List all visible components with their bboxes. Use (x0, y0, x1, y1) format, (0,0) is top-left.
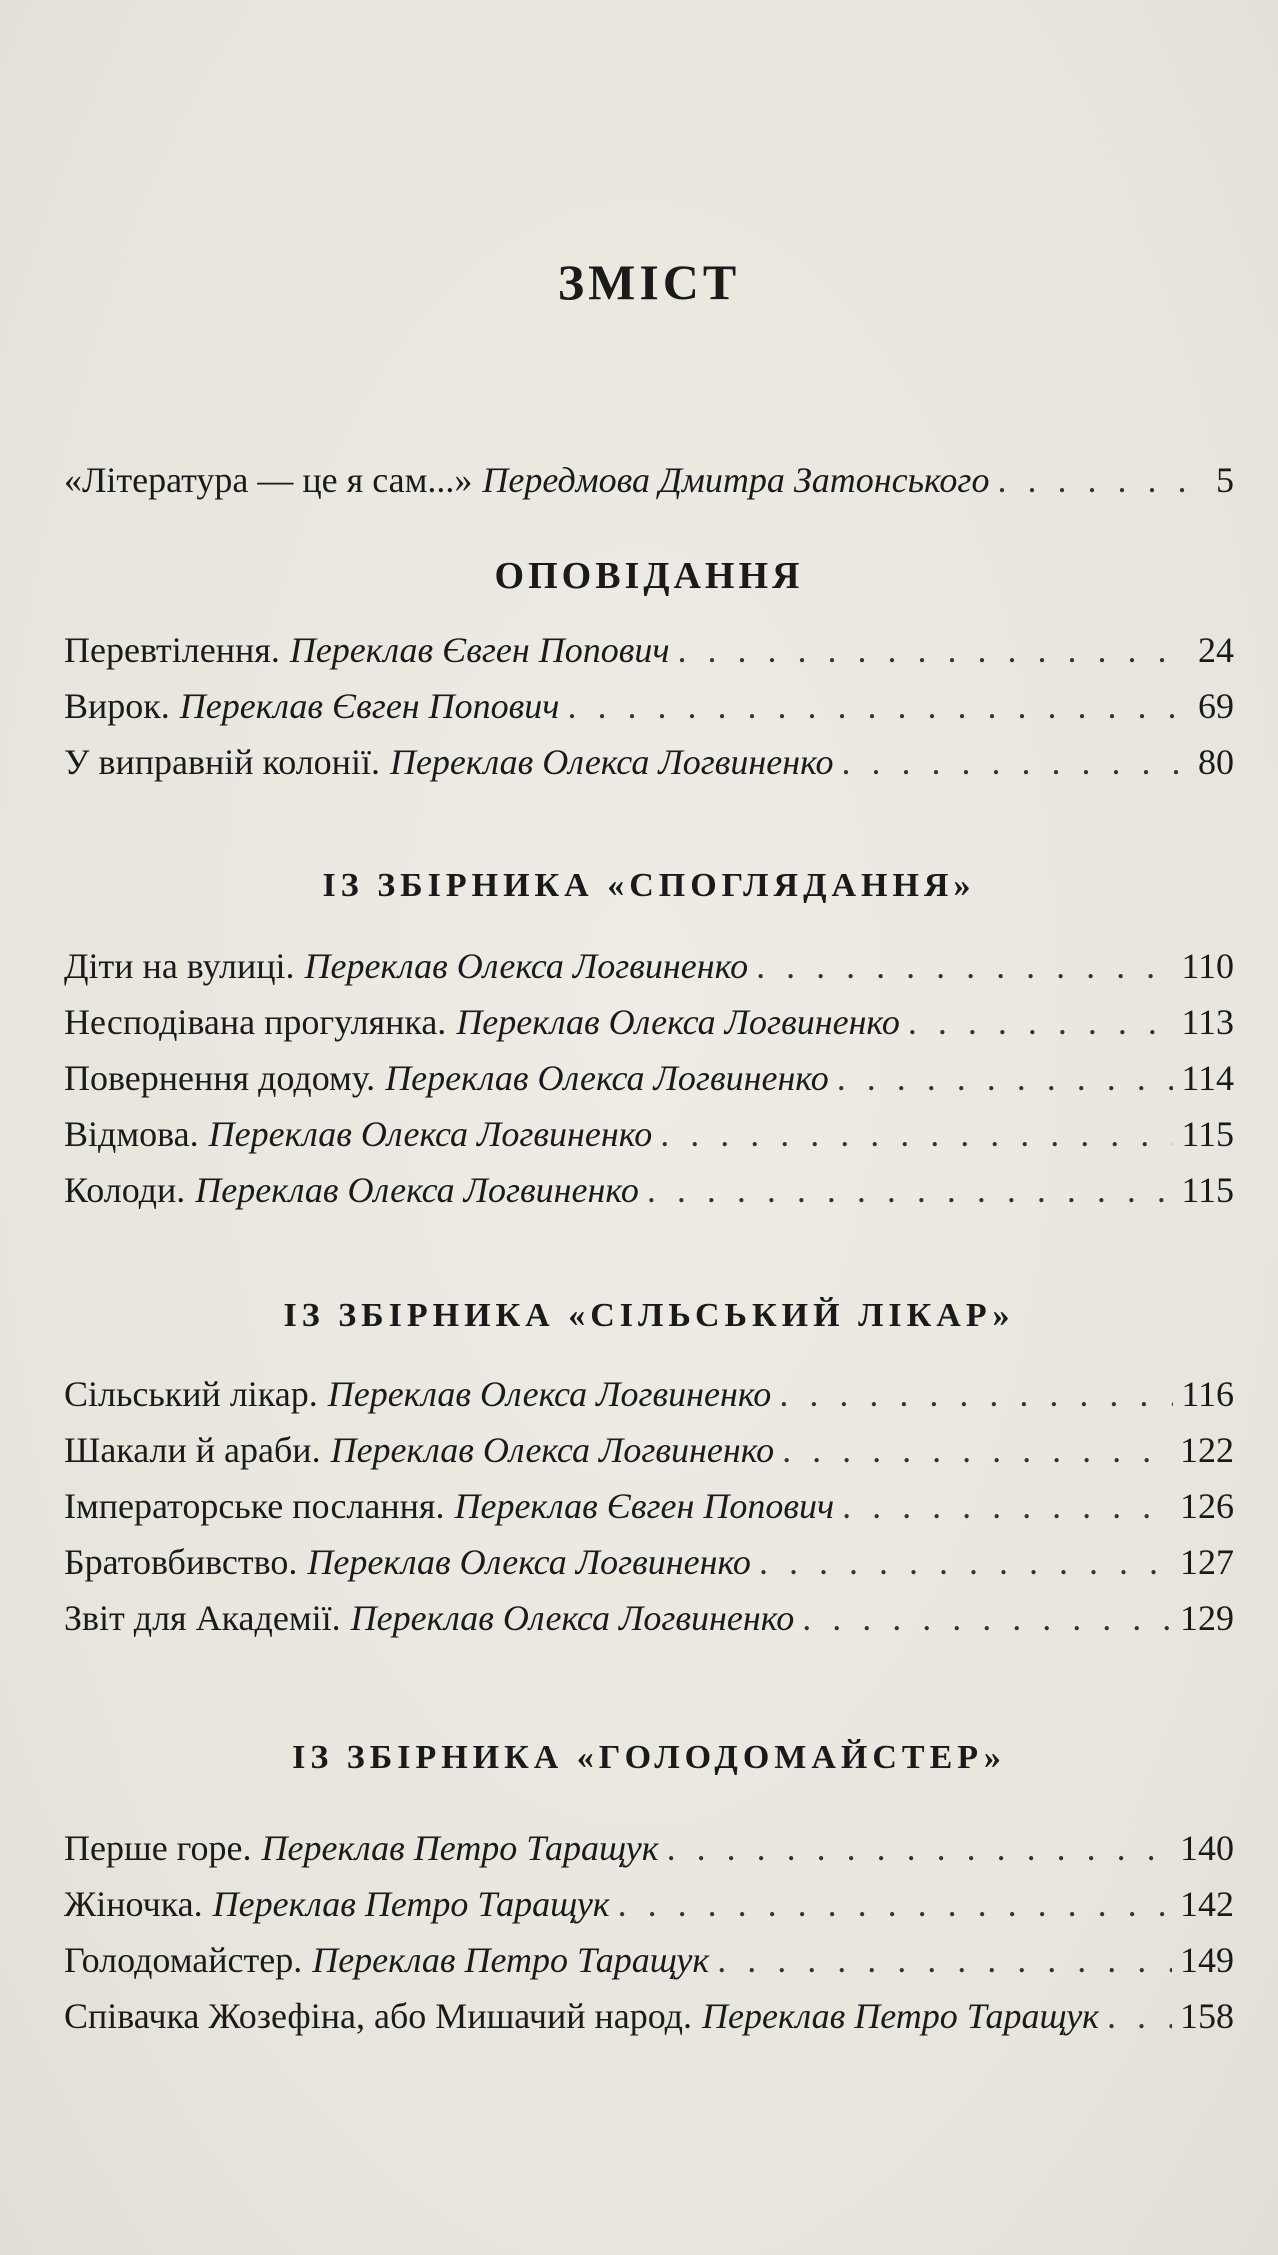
entry-work: Імператорське послання. (64, 1486, 445, 1526)
toc-entry (64, 1932, 1234, 1988)
section-entries (64, 938, 1234, 1218)
leader-dots (842, 734, 1190, 790)
entry-page: 5 (1216, 460, 1234, 500)
toc-entry (64, 1876, 1234, 1932)
toc-entry (64, 1162, 1234, 1218)
entry-page: 142 (1180, 1884, 1234, 1924)
entry-page: 115 (1181, 1114, 1234, 1154)
entry-translator: Переклав Олекса Логвиненко (195, 1170, 639, 1210)
entry-translator: Переклав Петро Таращук (312, 1940, 710, 1980)
toc-entry (64, 1106, 1234, 1162)
toc-entry (64, 1478, 1234, 1534)
toc-entry (64, 622, 1234, 678)
entry-work: Сільський лікар. (64, 1374, 318, 1414)
entry-translator: Переклав Петро Таращук (261, 1828, 659, 1868)
section-title: ІЗ ЗБІРНИКА «СІЛЬСЬКИЙ ЛІКАР» (283, 1297, 1015, 1334)
section-entries (64, 1820, 1234, 2044)
entry-translator: Переклав Євген Попович (289, 630, 670, 670)
entry-work: Повернення додому. (64, 1058, 376, 1098)
leader-dots (756, 938, 1173, 994)
entry-page: 80 (1198, 742, 1234, 782)
entry-page: 110 (1181, 946, 1234, 986)
entry-page: 127 (1180, 1542, 1234, 1582)
leader-dots (759, 1534, 1172, 1590)
entry-work: Голодомайстер. (64, 1940, 303, 1980)
leader-dots (779, 1366, 1173, 1422)
entry-work: Шакали й араби. (64, 1430, 321, 1470)
entry-work: Колоди. (64, 1170, 186, 1210)
toc-entry (64, 1988, 1234, 2044)
leader-dots (678, 622, 1191, 678)
entry-translator: Переклав Олекса Логвиненко (304, 946, 749, 986)
entry-work: Співачка Жозефіна, або Мишачий народ. (64, 1996, 692, 2036)
entry-translator: Переклав Олекса Логвиненко (350, 1598, 795, 1638)
toc-entry (64, 734, 1234, 790)
entry-translator: Переклав Євген Попович (179, 686, 560, 726)
entry-translator: Передмова Дмитра Затонського (482, 460, 990, 500)
leader-dots (802, 1590, 1172, 1646)
entry-page: 113 (1181, 1002, 1234, 1042)
preface-entry (64, 452, 1234, 508)
entry-work: Жіночка. (64, 1884, 203, 1924)
entry-page: 122 (1180, 1430, 1234, 1470)
entry-work: Перевтілення. (64, 630, 280, 670)
entry-work: Відмова. (64, 1114, 199, 1154)
leader-dots (660, 1106, 1173, 1162)
entry-work: «Література — це я сам...» (64, 460, 473, 500)
section-title: ОПОВІДАННЯ (494, 555, 804, 597)
entry-page: 114 (1181, 1058, 1234, 1098)
entry-page: 69 (1198, 686, 1234, 726)
entry-translator: Переклав Олекса Логвиненко (208, 1114, 653, 1154)
leader-dots (567, 678, 1190, 734)
entry-translator: Переклав Олекса Логвиненко (327, 1374, 772, 1414)
section-title: ІЗ ЗБІРНИКА «ГОЛОДОМАЙСТЕР» (292, 1739, 1006, 1776)
leader-dots (837, 1050, 1174, 1106)
entry-translator: Переклав Олекса Логвиненко (389, 742, 834, 782)
section-entries (64, 622, 1234, 790)
leader-dots (782, 1422, 1172, 1478)
toc-entry (64, 1050, 1234, 1106)
leader-dots (908, 994, 1173, 1050)
entry-page: 149 (1180, 1940, 1234, 1980)
page-title: ЗМІСТ (557, 254, 741, 310)
entry-work: Звіт для Академії. (64, 1598, 341, 1638)
entry-translator: Переклав Олекса Логвиненко (456, 1002, 900, 1042)
entry-work: Братовбивство. (64, 1542, 298, 1582)
entry-work: Вирок. (64, 686, 170, 726)
entry-work: Перше горе. (64, 1828, 252, 1868)
entry-page: 116 (1181, 1374, 1234, 1414)
entry-translator: Переклав Олекса Логвиненко (385, 1058, 829, 1098)
toc-entry (64, 994, 1234, 1050)
leader-dots (647, 1162, 1173, 1218)
entry-work: Несподівана прогулянка. (64, 1002, 447, 1042)
entry-translator: Переклав Петро Таращук (212, 1884, 610, 1924)
leader-dots (842, 1478, 1172, 1534)
leader-dots (717, 1932, 1172, 1988)
entry-work: У виправній колонії. (64, 742, 380, 782)
entry-page: 158 (1180, 1996, 1234, 2036)
leader-dots (1107, 1988, 1172, 2044)
entry-work: Діти на вулиці. (64, 946, 295, 986)
toc-entry (64, 1534, 1234, 1590)
section-entries (64, 1366, 1234, 1646)
entry-page: 126 (1180, 1486, 1234, 1526)
toc-entry (64, 1590, 1234, 1646)
leader-dots (997, 452, 1208, 508)
entry-translator: Переклав Петро Таращук (702, 1996, 1100, 2036)
toc-entry (64, 1422, 1234, 1478)
entry-translator: Переклав Олекса Логвиненко (307, 1542, 751, 1582)
entry-translator: Переклав Олекса Логвиненко (330, 1430, 775, 1470)
toc-entry (64, 938, 1234, 994)
toc-entry (64, 678, 1234, 734)
entry-page: 115 (1181, 1170, 1234, 1210)
leader-dots (618, 1876, 1172, 1932)
entry-page: 140 (1180, 1828, 1234, 1868)
leader-dots (667, 1820, 1172, 1876)
toc-entry (64, 1820, 1234, 1876)
entry-page: 129 (1180, 1598, 1234, 1638)
table-of-contents (64, 250, 1234, 2044)
section-title: ІЗ ЗБІРНИКА «СПОГЛЯДАННЯ» (322, 867, 976, 904)
entry-translator: Переклав Євген Попович (454, 1486, 835, 1526)
entry-page: 24 (1198, 630, 1234, 670)
toc-entry (64, 1366, 1234, 1422)
